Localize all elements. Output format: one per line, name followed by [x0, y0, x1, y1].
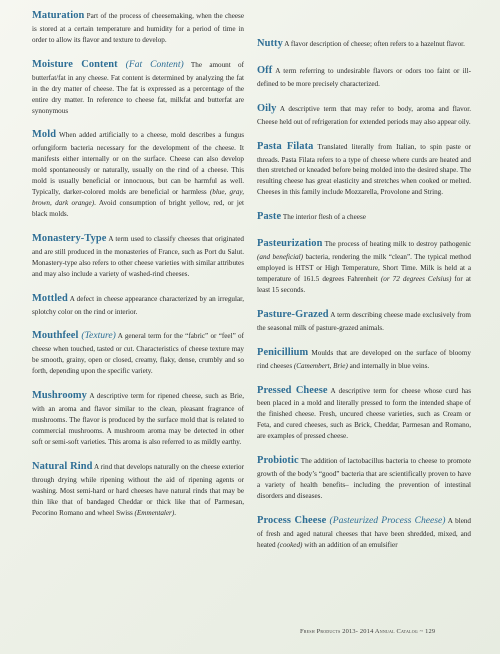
- definition-italic-text: (Camembert, Brie): [293, 361, 348, 370]
- definition-text: A descriptive term for ripened cheese, such as Brie, with an aroma and flavor similar to the clean, pleasant fragrance of mushrooms. The flavor is produced by the surface mold that is related to commercial mushrooms. A mushroom aroma may be detected in other soft or semi-soft varieties. This aroma is also referred to as mildly earthy.: [32, 392, 244, 446]
- definition-text: The process of heating milk to destroy pathogenic: [322, 240, 471, 249]
- definition-text: bacteria, rendering the milk “clean”. The typical method employed is HTST or High Temperature, Short Time. Milk is held at a temperature of 161.5 degrees Fahrenheit: [257, 253, 471, 283]
- definition-italic-text: (cooked): [277, 540, 303, 549]
- glossary-entry-process-cheese: [257, 513, 471, 551]
- glossary-entry-natural-rind: [32, 459, 244, 519]
- definition-text: with an addition of an emulsifier: [302, 540, 398, 549]
- definition-text: A flavor description of cheese; often refers to a hazelnut flavor.: [282, 40, 465, 48]
- glossary-entry-moisture-content: [32, 57, 244, 117]
- glossary-column-left: [32, 8, 244, 530]
- glossary-term: Penicillium: [257, 346, 309, 358]
- definition-text: The addition of lactobacillus bacteria to cheese to promote growth of the body’s “good” bacteria that are scientifically proven to have a variety of health benefits– including the prevention of intestinal disorders and diseases.: [257, 457, 471, 500]
- glossary-entry-mold: [32, 127, 244, 219]
- glossary-entry-mushroomy: [32, 388, 244, 448]
- definition-italic-text: (Emmentaler): [134, 508, 175, 517]
- glossary-entry-pasteurization: [257, 236, 471, 296]
- glossary-entry-oily: [257, 101, 471, 128]
- glossary-column-right: [257, 36, 471, 562]
- glossary-term: Oily: [257, 102, 277, 114]
- glossary-entry-nutty: [257, 36, 471, 52]
- glossary-term: Mushroomy: [32, 390, 87, 402]
- glossary-term: Mold: [32, 129, 57, 141]
- glossary-term: Pressed Cheese: [257, 384, 328, 396]
- definition-text: A descriptive term for cheese whose curd has been placed in a mold and literally pressed to form the intended shape of the finished cheese. Fresh, uncured cheese varieties, such as Cream or Feta, and cured cheeses, such as Brick, Cheddar, Parmesan and Romano, are examples of pressed cheese.: [257, 386, 471, 441]
- definition-text: A term referring to undesirable flavors or odors too faint or ill-defined to be more precisely characterized.: [257, 66, 471, 88]
- definition-text: A term describing cheese made exclusively from the seasonal milk of pasture-grazed animals.: [257, 310, 471, 332]
- glossary-term: Off: [257, 64, 273, 76]
- glossary-entry-maturation: [32, 8, 244, 46]
- glossary-entry-pasture-grazed: [257, 307, 471, 334]
- glossary-term: Paste: [257, 211, 282, 223]
- definition-text: When added artificially to a cheese, mold describes a fungus orfungiform bacteria necessary for the development of the cheese. It manifests either internally or on the surface. Cheese can also develop mold spontaneously or naturally, usually on the rind of a cheese. This mold is usually beneficial or innocuous, but can be harmful as well. Typically, darker-colored molds are beneficial or harmless: [32, 131, 244, 197]
- definition-text: . Avoid consumption of bright yellow, red, or jet black molds.: [32, 199, 244, 218]
- definition-text: Moulds that are developed on the surface of bloomy rind cheeses: [257, 348, 471, 370]
- glossary-term: Maturation: [32, 10, 85, 21]
- glossary-term: Pasta Filata: [257, 140, 314, 152]
- definition-text: and internally in blue veins.: [347, 361, 430, 370]
- definition-text: .: [174, 508, 177, 517]
- definition-text: A blend of fresh and aged natural cheeses that have been shredded, mixed, and heated: [257, 516, 472, 549]
- glossary-entry-mouthfeel: [32, 328, 244, 377]
- definition-text: A descriptive term that may refer to body, aroma and flavor. Cheese held out of refrigeration for extended periods may also appear oily.: [257, 104, 471, 126]
- glossary-term-alias: (Pasteurized Process Cheese): [326, 514, 446, 526]
- glossary-term: Moisture Content: [32, 58, 118, 70]
- definition-text: A rind that develops naturally on the cheese exterior through drying while ripening without the aid of ripening agents or washing. Most semi-hard or hard cheeses have natural rinds that may be thin like that of bandaged Cheddar or thick like that of Parmesan, Pecorino Romano and wheel Swiss: [32, 462, 244, 517]
- glossary-entry-paste: [257, 209, 471, 225]
- definition-italic-text: (or 72 degrees Celsius): [380, 274, 452, 283]
- glossary-entry-off: [257, 63, 471, 90]
- definition-text: A defect in cheese appearance characterized by an irregular, splotchy color on the rind or interior.: [32, 294, 244, 316]
- glossary-term: Mouthfeel: [32, 330, 79, 342]
- definition-text: Translated literally from Italian, to spin paste or threads. Pasta Filata refers to a type of cheese where curds are heated and then stretched or kneaded before being molded into the desired shape. The resulting cheese has great elasticity and stretches when cooked or melted. Cheeses in this family include Mozzarella, Provolone and String.: [257, 142, 471, 197]
- glossary-entry-monastery-type: [32, 231, 244, 280]
- glossary-term: Mottled: [32, 292, 68, 304]
- glossary-entry-probiotic: [257, 453, 471, 502]
- definition-text: A term used to classify cheeses that originated and are still produced in the monasteries of France, such as Port du Salut. Monastery-type also refers to other cheese varieties with similar attributes and may also include a variety of washed-rind cheeses.: [32, 234, 244, 278]
- glossary-entry-pressed-cheese: [257, 383, 471, 443]
- glossary-entry-pasta-filata: [257, 139, 471, 199]
- definition-text: for at least 15 seconds.: [257, 274, 471, 294]
- glossary-term: Nutty: [257, 38, 283, 49]
- definition-italic-text: (and beneficial): [257, 253, 304, 262]
- definition-text: A general term for the “fabric” or “feel” of cheese when touched, tasted or cut. Characteristics of cheese texture may be smooth, grainy, open or closed, creamy, flaky, dense, crumbly and so forth, depending upon the specific variety.: [32, 332, 244, 376]
- glossary-term: Process Cheese: [257, 514, 327, 526]
- glossary-term-alias: (Texture): [78, 330, 116, 342]
- definition-text: The interior flesh of a cheese: [281, 213, 366, 222]
- glossary-term: Pasteurization: [257, 238, 323, 250]
- definition-italic-text: (blue, gray, brown, dark orange): [32, 188, 244, 208]
- glossary-term: Probiotic: [257, 455, 299, 467]
- glossary-term-alias: (Fat Content): [117, 58, 184, 70]
- definition-text: Part of the process of cheesemaking, when the cheese is stored at a certain temperature and humidity for a period of time in order to allow its flavor and texture to develop.: [32, 12, 244, 44]
- glossary-term: Monastery-Type: [32, 232, 107, 244]
- glossary-term: Natural Rind: [32, 460, 93, 472]
- page-footer: Fresh Products 2013- 2014 Annual Catalog ~ 129: [300, 628, 436, 635]
- glossary-entry-penicillium: [257, 345, 471, 372]
- glossary-term: Pasture-Grazed: [257, 308, 329, 320]
- glossary-entry-mottled: [32, 291, 244, 318]
- definition-text: The amount of butterfat/fat in any cheese. Fat content is determined by analyzing the fat in the dry matter of cheese. The fat is expressed as a percentage of the entire dry matter. In reference to cheese fat, milkfat and butterfat are synonymous: [32, 60, 244, 115]
